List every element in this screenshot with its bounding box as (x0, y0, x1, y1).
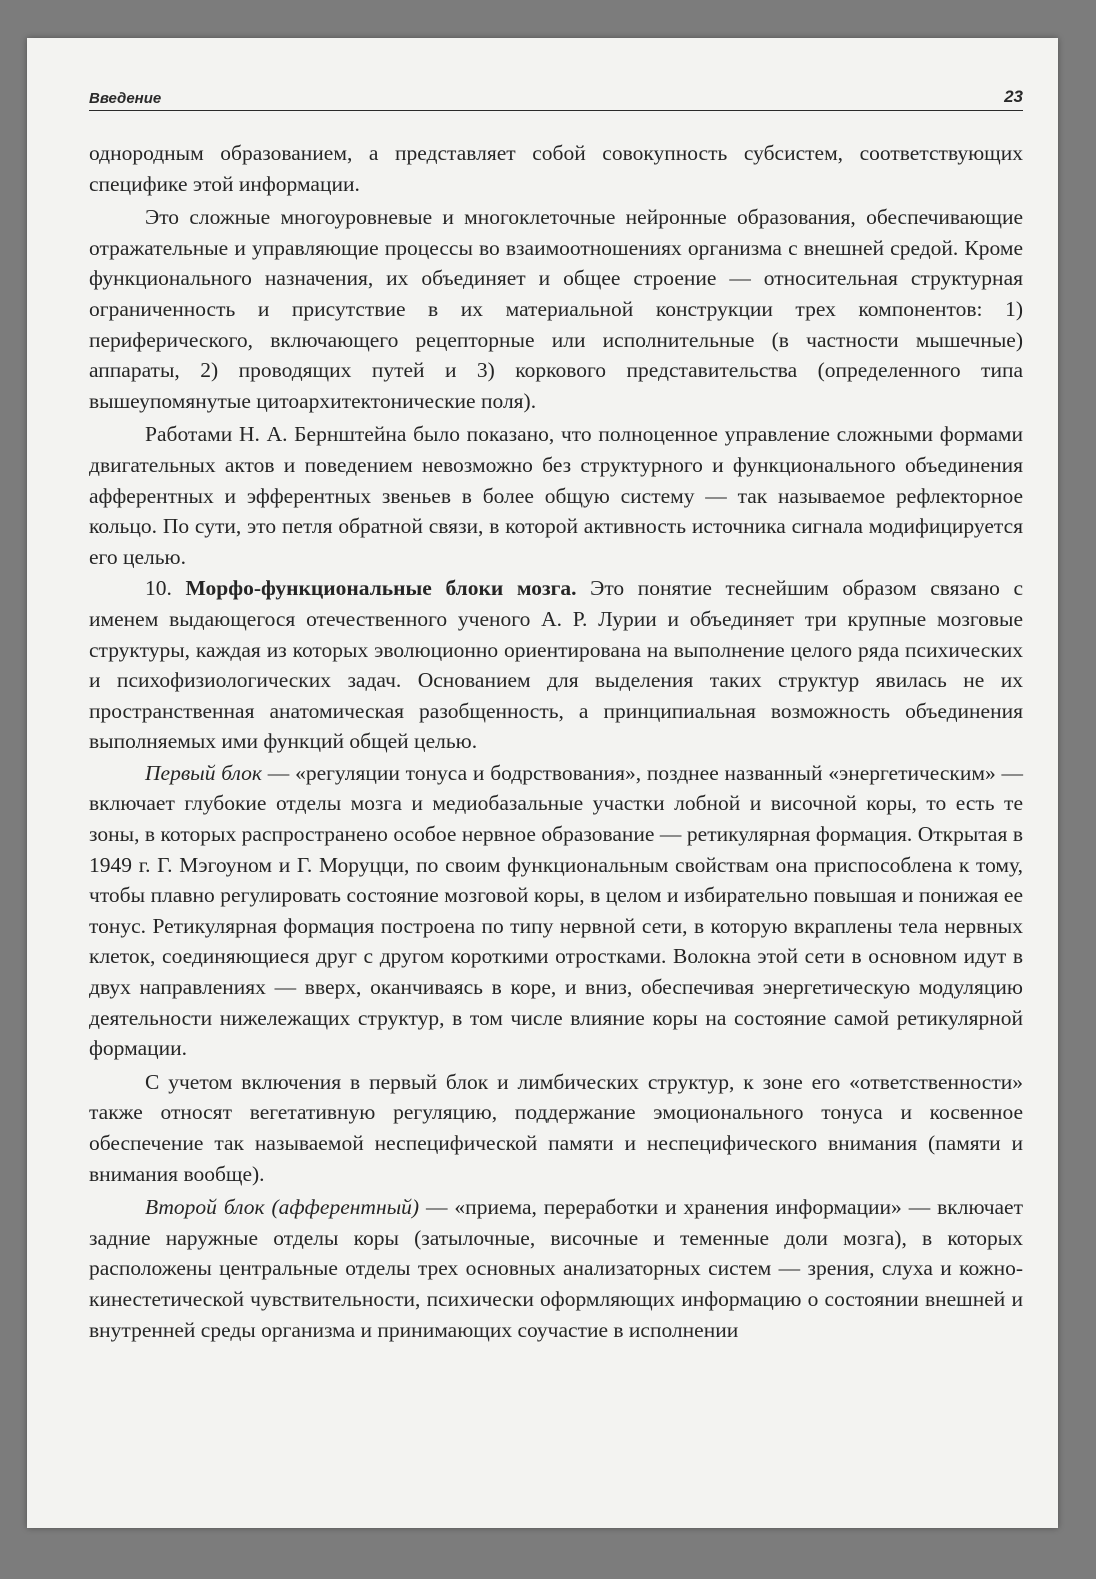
page-number: 23 (1004, 87, 1023, 106)
paragraph: С учетом включения в первый блок и лимбических структур, к зоне его «ответственности» также относят вегетативную регуляцию, поддержание эмоционального тонуса и косвенное обеспечение так называемой неспецифической памяти и неспецифического внимания (памяти и внимания вообще). (89, 1069, 1023, 1186)
italic-term: Первый блок (145, 760, 262, 785)
running-title: Введение (89, 90, 162, 107)
section-number: 10. (145, 576, 172, 601)
book-page (27, 38, 1058, 1528)
paragraph: однородным образованием, а представляет собой совокупность субсистем, соответствующих специфике этой информации. (89, 141, 1023, 196)
section-paragraph: 10. Морфо-функциональные блоки мозга. Это понятие теснейшим образом связано с именем выдающегося отечественного ученого А. Р. Лурии и объединяет три крупные мозговые структуры, каждая из которых эволюционно ориентирована на выполнение целого ряда психических и психофизиологических задач. Основанием для выделения таких структур явилась не их пространственная анатомическая разобщенность, а принципиальная возможность объединения выполняемых ими функций общей целью. (89, 576, 1023, 754)
running-header (89, 82, 1023, 111)
italic-term: Второй блок (афферентный) (145, 1195, 420, 1220)
body-text (89, 138, 1023, 1346)
section-heading: Морфо-функциональные блоки мозга. (185, 576, 577, 601)
paragraph: Первый блок — «регуляции тонуса и бодрствования», позднее названный «энергетическим» — включает глубокие отделы мозга и медиобазальные участки лобной и височной коры, то есть те зоны, в которых распространено особое нервное образование — ретикулярная формация. Открытая в 1949 г. Г. Мэгоуном и Г. Моруцци, по своим функциональным свойствам она приспособлена к тому, чтобы плавно регулировать состояние мозговой коры, в целом и избирательно повышая и понижая ее тонус. Ретикулярная формация построена по типу нервной сети, в которую вкраплены тела нервных клеток, соединяющиеся друг с другом короткими отростками. Волокна этой сети в основном идут в двух направлениях — вверх, оканчиваясь в коре, и вниз, обеспечивая энергетическую модуляцию деятельности нижележащих структур, в том числе влияние коры на состояние самой ретикулярной формации. (89, 760, 1024, 1061)
paragraph: Это сложные многоуровневые и многоклеточные нейронные образования, обеспечивающие отражательные и управляющие процессы во взаимоотношениях организма с внешней средой. Кроме функционального назначения, их объединяет и общее строение — относительная структурная ограниченность и присутствие в их материальной конструкции трех компонентов: 1) периферического, включающего рецепторные или исполнительные (в частности мышечные) аппараты, 2) проводящих путей и 3) коркового представительства (определенного типа вышеупомянутые цитоархитектонические поля). (89, 205, 1023, 413)
paragraph: Второй блок (афферентный) — «приема, переработки и хранения информации» — включает задние наружные отделы коры (затылочные, височные и теменные доли мозга), в которых расположены центральные отделы трех основных анализаторных систем — зрения, слуха и кожно-кинестетической чувствительности, психически оформляющих информацию о состоянии внешней и внутренней среды организма и принимающих соучастие в исполнении (89, 1195, 1024, 1342)
paragraph: Работами Н. А. Бернштейна было показано, что полноценное управление сложными формами двигательных актов и поведением невозможно без структурного и функционального объединения афферентных и эфферентных звеньев в более общую систему — так называемое рефлекторное кольцо. По сути, это петля обратной связи, в которой активность источника сигнала модифицируется его целью. (89, 422, 1023, 569)
